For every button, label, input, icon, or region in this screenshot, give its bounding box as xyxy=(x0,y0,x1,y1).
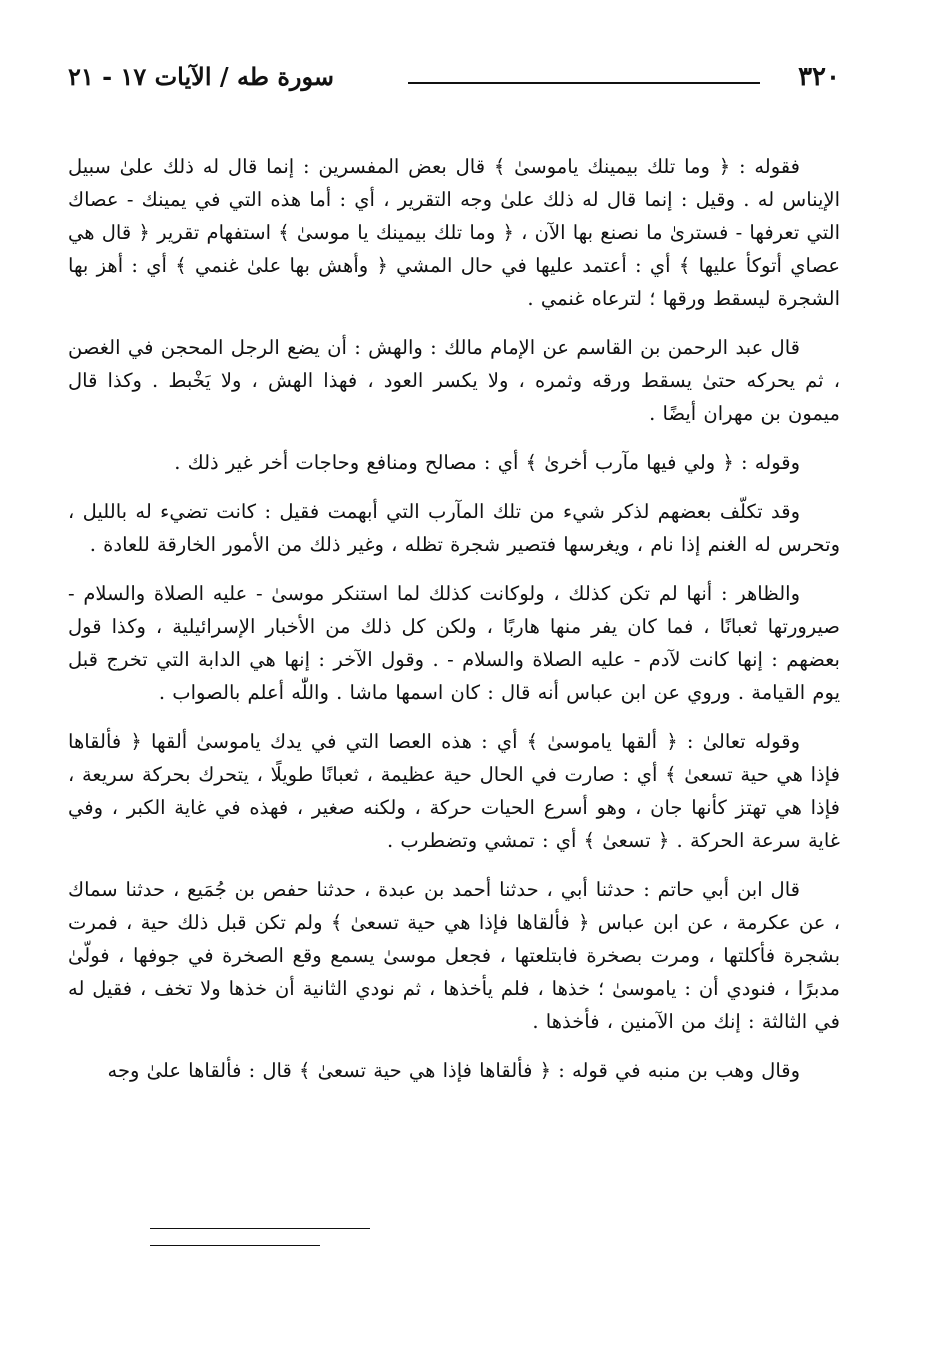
paragraph: وقوله تعالىٰ : ﴿ ألقها ياموسىٰ ﴾ أي : هذه العصا التي في يدك ياموسىٰ ألقها ﴿ فألقاها فإذا هي حية تسعىٰ ﴾ أي : صارت في الحال حية عظيمة ، ثعبانًا طويلًا ، يتحرك بحركة سريعة ، فإذا هي تهتز كأنها جان ، وهو أسرع الحيات حركة ، ولكنه صغير ، فهذه في غاية الكبر ، وفي غاية سرعة الحركة . ﴿ تسعىٰ ﴾ أي : تمشي وتضطرب . xyxy=(68,730,840,852)
footnote-rule-short xyxy=(150,1245,320,1246)
paragraph: وقال وهب بن منبه في قوله : ﴿ فألقاها فإذا هي حية تسعىٰ ﴾ قال : فألقاها علىٰ وجه xyxy=(107,1059,800,1082)
paragraph: والظاهر : أنها لم تكن كذلك ، ولوكانت كذلك لما استنكر موسىٰ - عليه الصلاة والسلام - صيرورتها ثعبانًا ، فما كان يفر منها هاربًا ، ولكن كل ذلك من الأخبار الإسرائيلية ، وكذا قول بعضهم : إنها كانت لآدم - عليه الصلاة والسلام - . وقول الآخر : إنها هي الدابة التي تخرج قبل يوم القيامة . وروي عن ابن عباس أنه قال : كان اسمها ماشا . واللّٰه أعلم بالصواب . xyxy=(68,582,840,704)
paragraph: فقوله : ﴿ وما تلك بيمينك ياموسىٰ ﴾ قال بعض المفسرين : إنما قال له ذلك علىٰ سبيل الإيناس له . وقيل : إنما قال له ذلك علىٰ وجه التقرير ، أي : أما هذه التي في يمينك - عصاك التي تعرفها - فسترىٰ ما نصنع بها الآن ، ﴿ وما تلك بيمينك يا موسىٰ ﴾ استفهام تقرير ﴿ قال هي عصاي أتوكأ عليها ﴾ أي : أعتمد عليها في حال المشي ﴿ وأهش بها علىٰ غنمي ﴾ أي : أهز بها الشجرة ليسقط ورقها ؛ لترعاه غنمي . xyxy=(68,155,840,310)
paragraph: قال عبد الرحمن بن القاسم عن الإمام مالك : والهش : أن يضع الرجل المحجن في الغصن ، ثم يحركه حتىٰ يسقط ورقه وثمره ، ولا يكسر العود ، فهذا الهش ، ولا يَخْبط . وكذا قال ميمون بن مهران أيضًا . xyxy=(68,336,840,425)
paragraph: وقد تكلّف بعضهم لذكر شيء من تلك المآرب التي أبهمت فقيل : كانت تضيء له بالليل ، وتحرس له الغنم إذا نام ، ويغرسها فتصير شجرة تظله ، وغير ذلك من الأمور الخارقة للعادة . xyxy=(68,500,840,556)
running-head: سورة طه / الآيات ١٧ - ٢١ xyxy=(68,62,335,91)
paragraph: قال ابن أبي حاتم : حدثنا أبي ، حدثنا أحمد بن عبدة ، حدثنا حفص بن جُمَيع ، حدثنا سماك ، عن عكرمة ، عن ابن عباس ﴿ فألقاها فإذا هي حية تسعىٰ ﴾ ولم تكن قبل ذلك حية ، فمرت بشجرة فأكلتها ، ومرت بصخرة فابتلعتها ، فجعل موسىٰ يسمع وقع الصخرة في جوفها ، فولّىٰ مدبرًا ، فنودي أن : ياموسىٰ ؛ خذها ، فلم يأخذها ، ثم نودي الثانية أن خذها ولا تخف ، فقيل له في الثالثة : إنك من الآمنين ، فأخذها . xyxy=(68,878,840,1033)
header-rule xyxy=(408,82,760,84)
page-content xyxy=(68,60,840,1103)
footnote-rule-long xyxy=(150,1228,370,1229)
footnote-separator xyxy=(150,1228,370,1246)
paragraph: وقوله : ﴿ ولي فيها مآرب أخرىٰ ﴾ أي : مصالح ومنافع وحاجات أخر غير ذلك . xyxy=(174,451,800,474)
page-header xyxy=(68,60,840,100)
page-number: ٣٢٠ xyxy=(798,62,840,92)
